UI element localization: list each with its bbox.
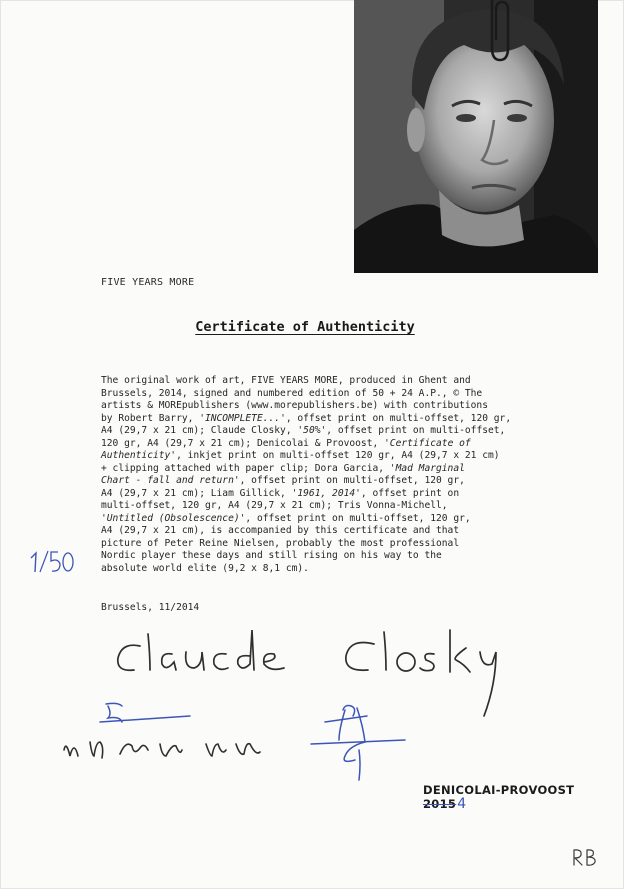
portrait-illustration bbox=[354, 0, 598, 273]
body-italic-title: '1961, 2014' bbox=[291, 487, 361, 499]
body-italic-title: 'Mad Marginal Chart - fall and return' bbox=[101, 462, 465, 486]
body-text-segment: , offset print on multi-offset, 120 gr, bbox=[245, 512, 471, 524]
body-text-segment: by Robert Barry, bbox=[101, 412, 200, 424]
body-italic-title: 'INCOMPLETE...' bbox=[199, 412, 286, 424]
portrait-photo bbox=[354, 0, 598, 273]
body-text-segment: , inkjet print on multi-offset 120 gr, A4 (29,7 x 21 cm) bbox=[176, 450, 500, 461]
initials-strokes bbox=[571, 847, 599, 867]
body-text-segment: picture of Peter Reine Nielsen, probably the most professional bbox=[101, 537, 460, 549]
signature-handwritten-left bbox=[60, 700, 280, 775]
body-text-segment: Brussels, 2014, signed and numbered edition of 50 + 24 A.P., © The bbox=[101, 387, 483, 399]
body-text-segment: + clipping attached with paper clip; Dora Garcia, bbox=[101, 462, 390, 474]
body-text-segment: A4 (29,7 x 21 cm); Claude Closky, bbox=[101, 425, 298, 436]
signature-blue-monogram bbox=[305, 700, 415, 790]
certificate-title: Certificate of Authenticity bbox=[195, 319, 415, 335]
stamp-name: DENICOLAI-PROVOOST bbox=[423, 783, 575, 797]
body-text-segment: absolute world elite (9,2 x 8,1 cm). bbox=[101, 562, 309, 574]
body-italic-title: '50%' bbox=[297, 425, 327, 436]
body-text-segment: Nordic player these days and still rising on his way to the bbox=[101, 550, 442, 561]
stamp-year-correction: 4 bbox=[457, 796, 467, 812]
body-text-segment: 120 gr, A4 (29,7 x 21 cm); Denicolai & Provoost, bbox=[101, 437, 385, 449]
place-and-date: Brussels, 11/2014 bbox=[101, 602, 200, 613]
body-text-segment: A4 (29,7 x 21 cm), is accompanied by this certificate and that bbox=[101, 525, 460, 536]
monogram-strokes bbox=[305, 700, 415, 785]
denicolai-provoost-stamp bbox=[423, 783, 574, 811]
edition-number-handwriting bbox=[28, 548, 76, 576]
handwritten-initials bbox=[571, 847, 599, 872]
body-text-segment: , offset print on multi-offset, bbox=[326, 425, 506, 436]
body-italic-title: 'Untitled (Obsolescence)' bbox=[101, 512, 246, 524]
body-text-segment: artists & MOREpublishers (www.morepublishers.be) with contributions bbox=[101, 400, 488, 411]
handwritten-edition-number bbox=[28, 548, 76, 581]
left-signature-strokes bbox=[60, 700, 280, 770]
stamp-year: 2015 bbox=[423, 797, 457, 811]
body-italic-title: 'Certificate of Authenticity' bbox=[101, 437, 471, 461]
body-text-segment: , offset print on bbox=[360, 487, 460, 499]
body-text-segment: multi-offset, 120 gr, A4 (29,7 x 21 cm); Tris Vonna-Michell, bbox=[101, 500, 448, 511]
body-text-segment: , offset print on multi-offset, 120 gr, bbox=[239, 475, 465, 486]
artwork-title-label: FIVE YEARS MORE bbox=[101, 277, 195, 288]
body-text-segment: A4 (29,7 x 21 cm); Liam Gillick, bbox=[101, 487, 292, 499]
body-text-segment: , offset print on multi-offset, 120 gr, bbox=[285, 412, 512, 424]
certificate-body-text bbox=[101, 375, 541, 575]
body-text-segment: The original work of art, FIVE YEARS MORE, produced in Ghent and bbox=[101, 375, 471, 386]
